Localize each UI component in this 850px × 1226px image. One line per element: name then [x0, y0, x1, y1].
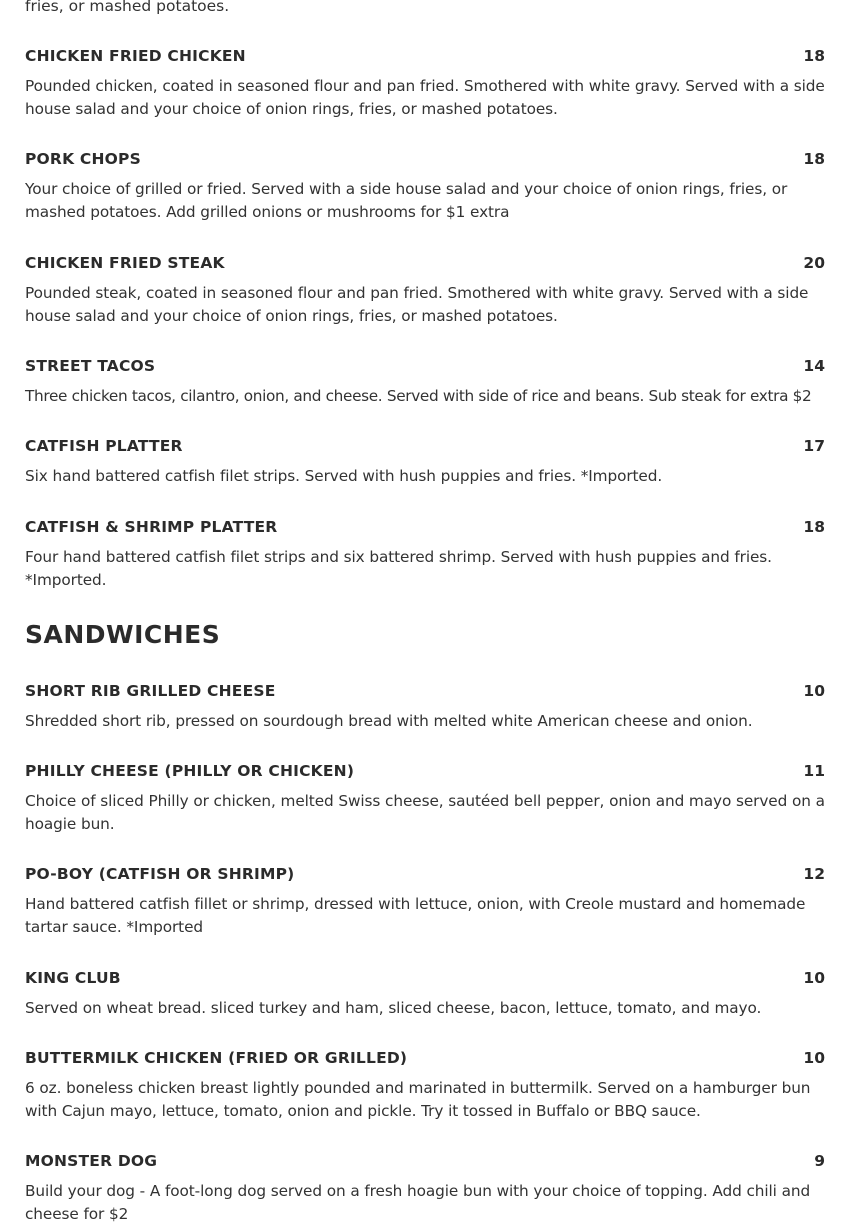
menu-item-price: 18	[803, 150, 825, 168]
menu-item-catfish-shrimp-platter	[25, 518, 825, 592]
menu-item-price: 18	[803, 518, 825, 536]
menu-item-price: 17	[803, 437, 825, 455]
menu-item-philly-cheese	[25, 762, 825, 836]
menu-item-price: 10	[803, 1049, 825, 1067]
menu-item-name: CHICKEN FRIED CHICKEN	[25, 47, 246, 65]
section-title-sandwiches: SANDWICHES	[25, 620, 221, 649]
menu-item-catfish-platter	[25, 437, 825, 488]
menu-item-king-club	[25, 969, 825, 1020]
menu-item-price: 10	[803, 682, 825, 700]
menu-item-price: 20	[803, 254, 825, 272]
menu-item-description: Build your dog - A foot-long dog served on a fresh hoagie bun with your choice of topping. Add chili and cheese for $2	[25, 1182, 811, 1223]
menu-item-description: Your choice of grilled or fried. Served with a side house salad and your choice of onion rings, fries, or mashed potatoes. Add grilled onions or mushrooms for $1 extra	[25, 180, 788, 221]
menu-item-chicken-fried-steak	[25, 254, 825, 328]
menu-item-name: BUTTERMILK CHICKEN (FRIED OR GRILLED)	[25, 1049, 408, 1067]
menu-item-buttermilk-chicken	[25, 1049, 825, 1123]
menu-item-description: Four hand battered catfish filet strips and six battered shrimp. Served with hush puppies and fries. *Imported.	[25, 548, 772, 589]
menu-item-description: Hand battered catfish fillet or shrimp, dressed with lettuce, onion, with Creole mustard and homemade tartar sauce. *Imported	[25, 895, 806, 936]
menu-item-po-boy	[25, 865, 825, 939]
menu-item-name: CHICKEN FRIED STEAK	[25, 254, 225, 272]
menu-item-name: PO-BOY (CATFISH OR SHRIMP)	[25, 865, 295, 883]
menu-item-description: Shredded short rib, pressed on sourdough bread with melted white American cheese and onion.	[25, 712, 753, 730]
menu-item-name: MONSTER DOG	[25, 1152, 158, 1170]
menu-item-price: 14	[803, 357, 825, 375]
menu-item-price: 11	[803, 762, 825, 780]
menu-item-name: SHORT RIB GRILLED CHEESE	[25, 682, 276, 700]
menu-item-street-tacos	[25, 357, 825, 408]
menu-item-description: Pounded chicken, coated in seasoned flour and pan fried. Smothered with white gravy. Served with a side house salad and your choice of onion rings, fries, or mashed potatoes.	[25, 77, 825, 118]
menu-item-name: STREET TACOS	[25, 357, 156, 375]
menu-item-name: CATFISH & SHRIMP PLATTER	[25, 518, 278, 536]
menu-item-description: Served on wheat bread. sliced turkey and ham, sliced cheese, bacon, lettuce, tomato, and mayo.	[25, 999, 762, 1017]
menu-item-price: 9	[814, 1152, 825, 1170]
menu-item-description: Six hand battered catfish filet strips. Served with hush puppies and fries. *Imported.	[25, 467, 663, 485]
menu-item-monster-dog	[25, 1152, 825, 1226]
menu-item-chicken-fried-chicken	[25, 47, 825, 121]
menu-item-description: Pounded steak, coated in seasoned flour and pan fried. Smothered with white gravy. Served with a side house salad and your choice of onion rings, fries, or mashed potatoes.	[25, 284, 809, 325]
previous-item-description-fragment: fries, or mashed potatoes.	[25, 0, 230, 15]
menu-item-price: 18	[803, 47, 825, 65]
menu-item-price: 12	[803, 865, 825, 883]
menu-item-name: KING CLUB	[25, 969, 121, 987]
menu-item-description: Choice of sliced Philly or chicken, melted Swiss cheese, sautéed bell pepper, onion and mayo served on a hoagie bun.	[25, 792, 825, 833]
menu-item-name: PHILLY CHEESE (PHILLY OR CHICKEN)	[25, 762, 355, 780]
menu-item-price: 10	[803, 969, 825, 987]
menu-item-description: 6 oz. boneless chicken breast lightly pounded and marinated in buttermilk. Served on a hamburger bun with Cajun mayo, lettuce, tomato, onion and pickle. Try it tossed in Buffalo or BBQ sauce.	[25, 1079, 811, 1120]
menu-item-name: CATFISH PLATTER	[25, 437, 183, 455]
menu-item-description: Three chicken tacos, cilantro, onion, and cheese. Served with side of rice and beans. Sub steak for extra $2	[25, 387, 812, 405]
menu-item-name: PORK CHOPS	[25, 150, 141, 168]
menu-item-short-rib-grilled-cheese	[25, 682, 825, 733]
menu-item-pork-chops	[25, 150, 825, 224]
